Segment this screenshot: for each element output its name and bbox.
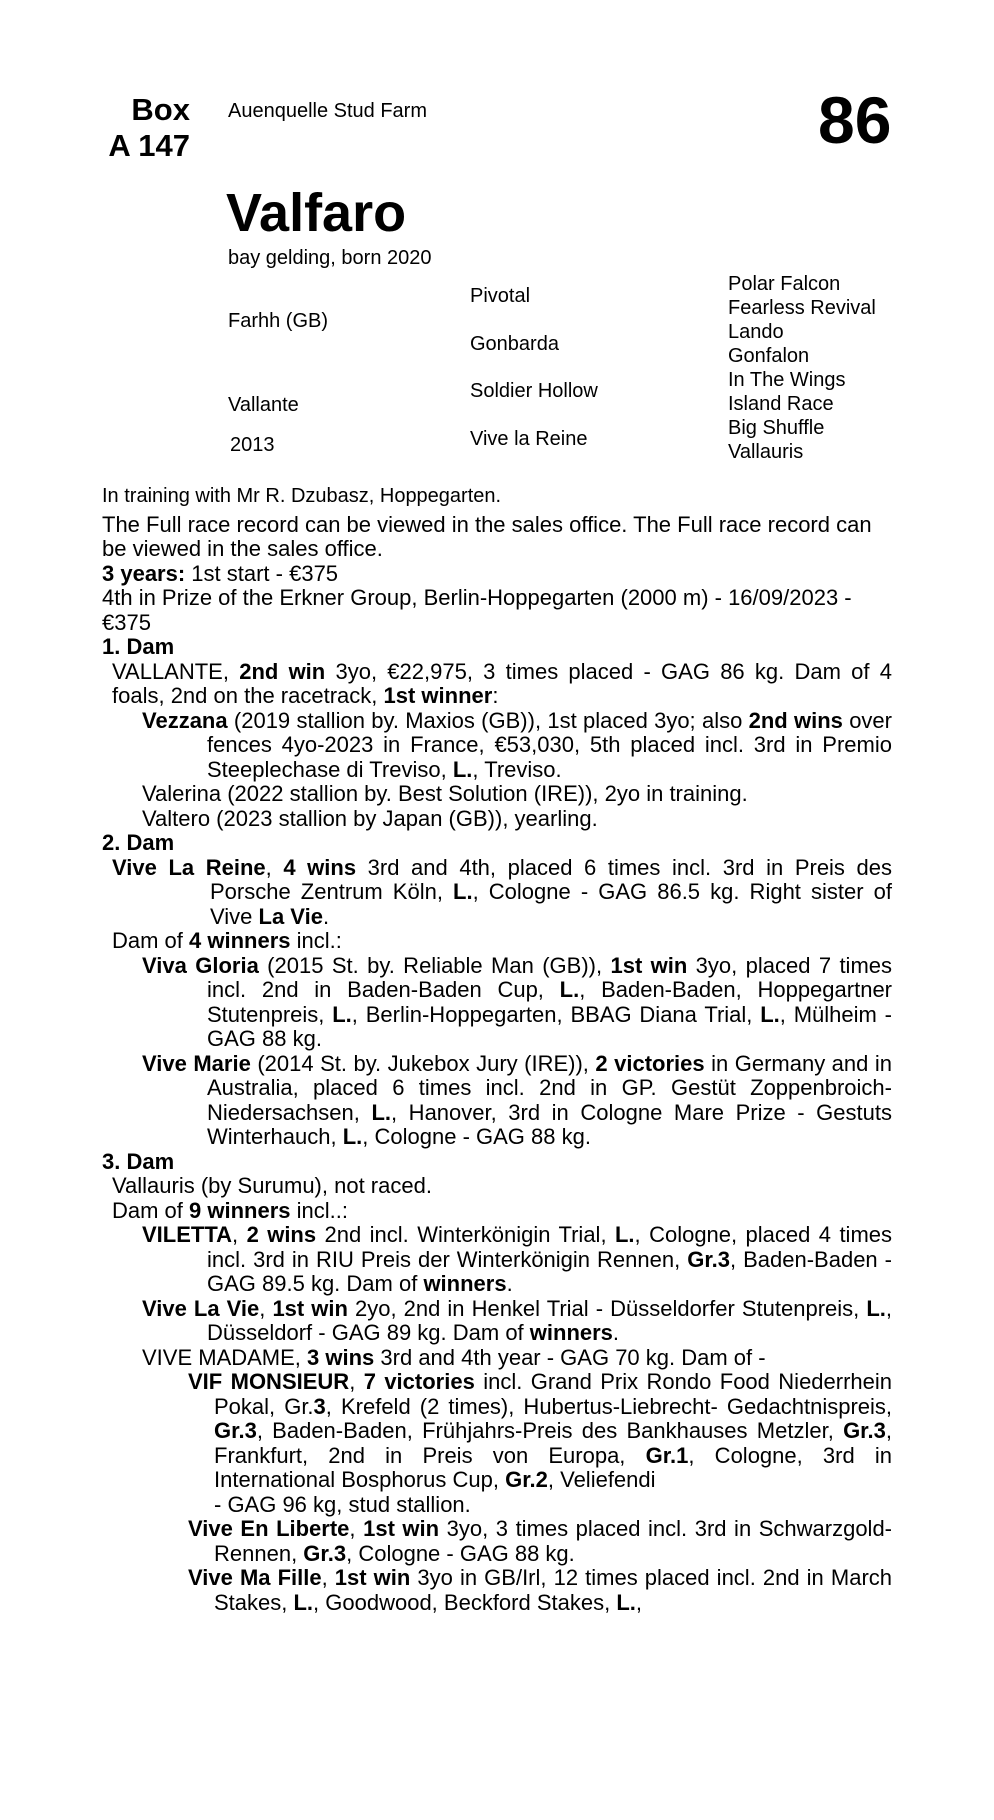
dam3-damof: Dam of 9 winners incl..:	[112, 1197, 348, 1223]
horse-description: bay gelding, born 2020	[228, 247, 432, 269]
dam2-damof: Dam of 4 winners incl.:	[112, 928, 342, 953]
pedigree-gen3-7: Big Shuffle	[728, 417, 825, 439]
race-record-note: The Full race record can be viewed in the sales office. The Full race record can be viewed in the sales office.	[102, 511, 872, 561]
horse-name: Valfaro	[226, 183, 407, 243]
progeny-vezzana: Vezzana (2019 stallion by. Maxios (GB)), 1st placed 3yo; also 2nd wins over fences 4yo-2023 in France, €53,030, 5th placed incl. 3rd in Premio Steeplechase di Treviso, L., Treviso.	[142, 707, 892, 782]
pedigree-gen3-8: Vallauris	[728, 441, 804, 463]
pedigree-dam: Vallante	[228, 394, 299, 416]
progeny-vive-marie: Vive Marie (2014 St. by. Jukebox Jury (IRE)), 2 victories in Germany and in Australia, placed 6 times incl. 2nd in GP. Gestüt Zoppenbroich-Niedersachsen, L., Hanover, 3rd in Cologne Mare Prize - Gestuts Winterhauch, L., Cologne - GAG 88 kg.	[142, 1050, 893, 1149]
progeny-vive-la-vie: Vive La Vie, 1st win 2yo, 2nd in Henkel Trial - Düsseldorfer Stutenpreis, L., Düsseldorf - GAG 89 kg. Dam of winners.	[142, 1295, 892, 1345]
race-record-age-text: 1st start - €375	[185, 560, 339, 586]
pedigree-gen3-list	[728, 272, 876, 464]
progeny-viva-gloria: Viva Gloria (2015 St. by. Reliable Man (GB)), 1st win 3yo, placed 7 times incl. 2nd in Baden-Baden Cup, L., Baden-Baden, Hoppegartner Stutenpreis, L., Berlin-Hoppegarten, BBAG Diana Trial, L., Mülheim - GAG 88 kg.	[142, 952, 893, 1051]
dam2-heading: 2. Dam	[102, 830, 175, 855]
box-label	[100, 92, 190, 164]
training-info: In training with Mr R. Dzubasz, Hoppegarten.	[102, 485, 502, 507]
pedigree-gen3-2: Fearless Revival	[728, 297, 876, 319]
pedigree-gen3-5: In The Wings	[728, 369, 846, 391]
pedigree-dam-year: 2013	[230, 434, 275, 456]
dam3-heading: 3. Dam	[102, 1148, 175, 1174]
pedigree-sire: Farhh (GB)	[228, 310, 329, 332]
dam2-paragraph: Vive La Reine, 4 wins 3rd and 4th, placed 6 times incl. 3rd in Preis des Porsche Zentrum Köln, L., Cologne - GAG 86.5 kg. Right sister of Vive La Vie.	[112, 854, 892, 929]
pedigree-gen3-6: Island Race	[728, 393, 834, 415]
progeny-vive-ma-fille: Vive Ma Fille, 1st win 3yo in GB/Irl, 12 times placed incl. 2nd in March Stakes, L., Goodwood, Beckford Stakes, L.,	[188, 1565, 892, 1615]
progeny-vive-en-liberte: Vive En Liberte, 1st win 3yo, 3 times placed incl. 3rd in Schwarzgold-Rennen, Gr.3, Cologne - GAG 88 kg.	[188, 1516, 893, 1566]
box-label-text: Box	[131, 92, 190, 127]
pedigree-gen3-1: Polar Falcon	[728, 273, 841, 295]
dam1-paragraph: VALLANTE, 2nd win 3yo, €22,975, 3 times placed - GAG 86 kg. Dam of 4 foals, 2nd on the racetrack, 1st winner:	[112, 658, 892, 708]
progeny-viletta: VILETTA, 2 wins 2nd incl. Winterkönigin Trial, L., Cologne, placed 4 times incl. 3rd in RIU Preis der Winterkönigin Rennen, Gr.3, Baden-Baden - GAG 89.5 kg. Dam of winners.	[142, 1222, 893, 1296]
pedigree-gen2-4: Vive la Reine	[470, 428, 588, 450]
pedigree-gen2-1: Pivotal	[470, 285, 531, 307]
progeny-vif-monsieur: VIF MONSIEUR, 7 victories incl. Grand Prix Rondo Food Niederrhein Pokal, Gr.3, Krefeld (2 times), Hubertus-Liebrecht- Gedachtnispreis, Gr.3, Baden-Baden, Frühjahrs-Preis des Bankhauses Metzler, Gr.3, Frankfurt, 2nd in Preis von Europa, Gr.1, Cologne, 3rd in International Bosphorus Cup, Gr.2, Veliefendi	[188, 1369, 893, 1492]
stud-farm: Auenquelle Stud Farm	[228, 100, 428, 122]
race-record-age-label: 3 years:	[102, 560, 186, 586]
progeny-valerina: Valerina (2022 stallion by. Best Solution (IRE)), 2yo in training.	[142, 781, 748, 806]
pedigree-gen3-3: Lando	[728, 321, 784, 343]
race-record-placing: 4th in Prize of the Erkner Group, Berlin-Hoppegarten (2000 m) - 16/09/2023 - €375	[102, 585, 852, 635]
race-record-age	[102, 562, 892, 587]
pedigree-gen2-2: Gonbarda	[470, 333, 559, 355]
dam3-paragraph: Vallauris (by Surumu), not raced.	[112, 1173, 432, 1198]
pedigree-gen2-3: Soldier Hollow	[470, 380, 598, 402]
box-number: A 147	[108, 128, 190, 163]
progeny-vif-monsieur-tail: - GAG 96 kg, stud stallion.	[214, 1491, 471, 1517]
progeny-vive-madame: VIVE MADAME, 3 wins 3rd and 4th year - GAG 70 kg. Dam of -	[142, 1344, 766, 1370]
progeny-valtero: Valtero (2023 stallion by Japan (GB)), yearling.	[142, 805, 598, 831]
lot-number: 86	[818, 83, 892, 157]
pedigree-gen3-4: Gonfalon	[728, 345, 810, 367]
dam1-heading: 1. Dam	[102, 634, 175, 659]
catalogue-body	[102, 484, 892, 1615]
